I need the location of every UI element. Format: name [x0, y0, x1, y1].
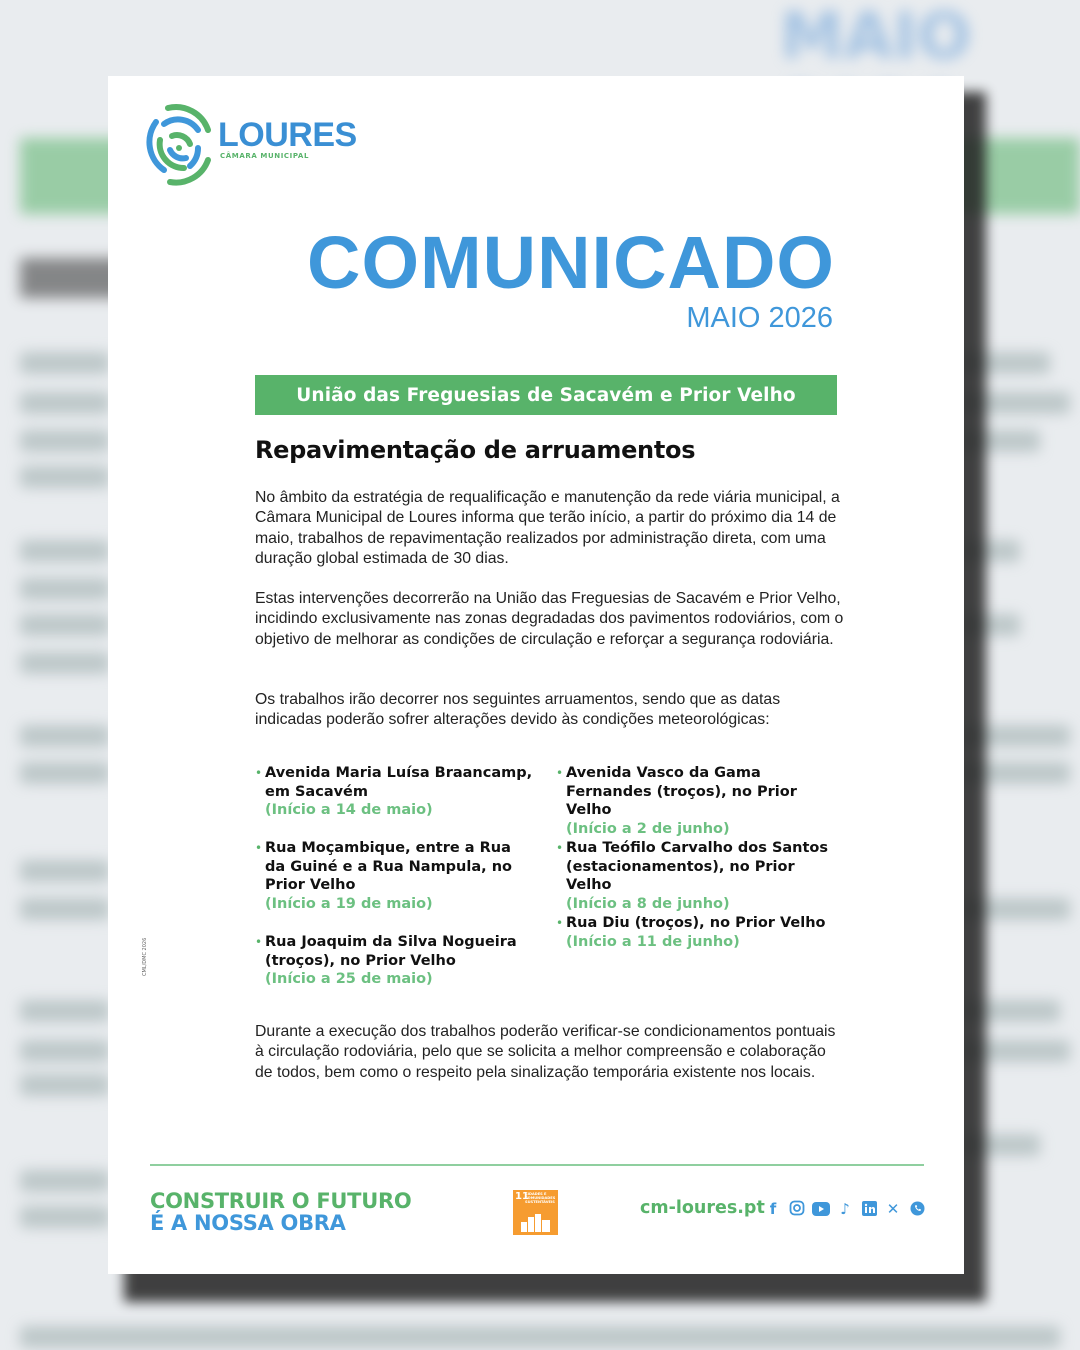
slogan-line-1: CONSTRUIR O FUTURO: [150, 1189, 412, 1213]
street-name: Rua Teófilo Carvalho dos Santos (estacionamentos), no Prior Velho: [566, 840, 829, 894]
list-item: [556, 764, 838, 839]
sdg-number: 11: [515, 1191, 529, 1202]
instagram-icon[interactable]: [788, 1200, 806, 1218]
facebook-icon[interactable]: f: [769, 1200, 777, 1218]
street-name: Avenida Vasco da Gama Fernandes (troços), no Prior Velho: [566, 765, 797, 819]
location-paragraph: Estas intervenções decorrerão na União das Freguesias de Sacavém e Prior Velho, incidindo exclusivamente nas zonas degradadas dos pavimentos rodoviários, com o objetivo de melhorar as condições de circulação e reforçar a segurança rodoviária.: [255, 590, 844, 648]
logo-fingerprint-icon: [146, 100, 226, 190]
street-start-date: (Início a 8 de junho): [566, 896, 730, 913]
parish-banner: União das Freguesias de Sacavém e Prior Velho: [255, 375, 837, 415]
logo-subtitle: CÂMARA MUNICIPAL: [220, 152, 310, 160]
section-heading: Repavimentação de arruamentos: [255, 436, 696, 464]
intro-paragraph: No âmbito da estratégia de requalificação e manutenção da rede viária municipal, a Câmara Municipal de Loures informa que terão início, a partir do próximo dia 14 de maio, trabalhos de repavimentação realizados por administração direta, com uma duração global estimada de 30 dias.: [255, 489, 840, 567]
page-title: COMUNICADO: [307, 221, 835, 304]
street-name: Rua Moçambique, entre a Rua da Guiné e a Rua Nampula, no Prior Velho: [265, 840, 512, 894]
tiktok-icon[interactable]: ♪: [840, 1200, 850, 1218]
linkedin-icon[interactable]: [860, 1200, 878, 1218]
street-name: Rua Joaquim da Silva Nogueira (troços), no Prior Velho: [265, 934, 517, 969]
street-start-date: (Início a 11 de junho): [566, 933, 740, 950]
blurred-background: MAIO: [0, 0, 1080, 1350]
footer-slogan: [150, 1190, 411, 1234]
street-start-date: (Início a 19 de maio): [265, 896, 433, 913]
list-item: [556, 914, 838, 951]
street-name: Avenida Maria Luísa Braancamp, em Sacavém: [265, 765, 533, 800]
bullet-icon: •: [556, 916, 564, 930]
city-icon: [521, 1214, 551, 1232]
website-link[interactable]: cm-loures.pt: [640, 1198, 765, 1218]
side-reference: CML/DMC 2026: [142, 937, 148, 976]
street-start-date: (Início a 14 de maio): [265, 802, 433, 819]
bullet-icon: •: [556, 841, 564, 855]
footer-divider: [150, 1164, 924, 1166]
list-item: [255, 839, 515, 914]
x-icon[interactable]: ✕: [886, 1200, 900, 1218]
page-subtitle: MAIO 2026: [686, 302, 833, 334]
communique-sheet: [108, 76, 964, 1274]
social-links: [764, 1200, 926, 1218]
bullet-icon: •: [255, 766, 263, 780]
whatsapp-icon[interactable]: [908, 1200, 926, 1218]
list-item: [556, 839, 838, 914]
logo-name: LOURES: [218, 116, 357, 154]
street-start-date: (Início a 2 de junho): [566, 821, 730, 838]
loures-logo: [146, 100, 366, 190]
list-item: [255, 764, 535, 820]
youtube-icon[interactable]: [812, 1200, 830, 1218]
bullet-icon: •: [255, 935, 263, 949]
bullet-icon: •: [556, 766, 564, 780]
streets-intro-paragraph: Os trabalhos irão decorrer nos seguintes arruamentos, sendo que as datas indicadas poderão sofrer alterações devido às condições meteorológicas:: [255, 691, 781, 729]
list-item: [255, 933, 525, 989]
closing-paragraph: Durante a execução dos trabalhos poderão verificar-se condicionamentos pontuais à circulação rodoviária, pelo que se solicita a melhor compreensão e colaboração de todos, bem como o respeito pela sinalização temporária existente nos locais.: [255, 1023, 836, 1081]
sdg-text: CIDADES E COMUNIDADES SUSTENTÁVEIS: [525, 1192, 556, 1204]
bullet-icon: •: [255, 841, 263, 855]
street-name: Rua Diu (troços), no Prior Velho: [566, 915, 826, 931]
slogan-line-2: É A NOSSA OBRA: [150, 1211, 346, 1235]
street-start-date: (Início a 25 de maio): [265, 971, 433, 988]
sdg-11-badge: [513, 1190, 558, 1235]
